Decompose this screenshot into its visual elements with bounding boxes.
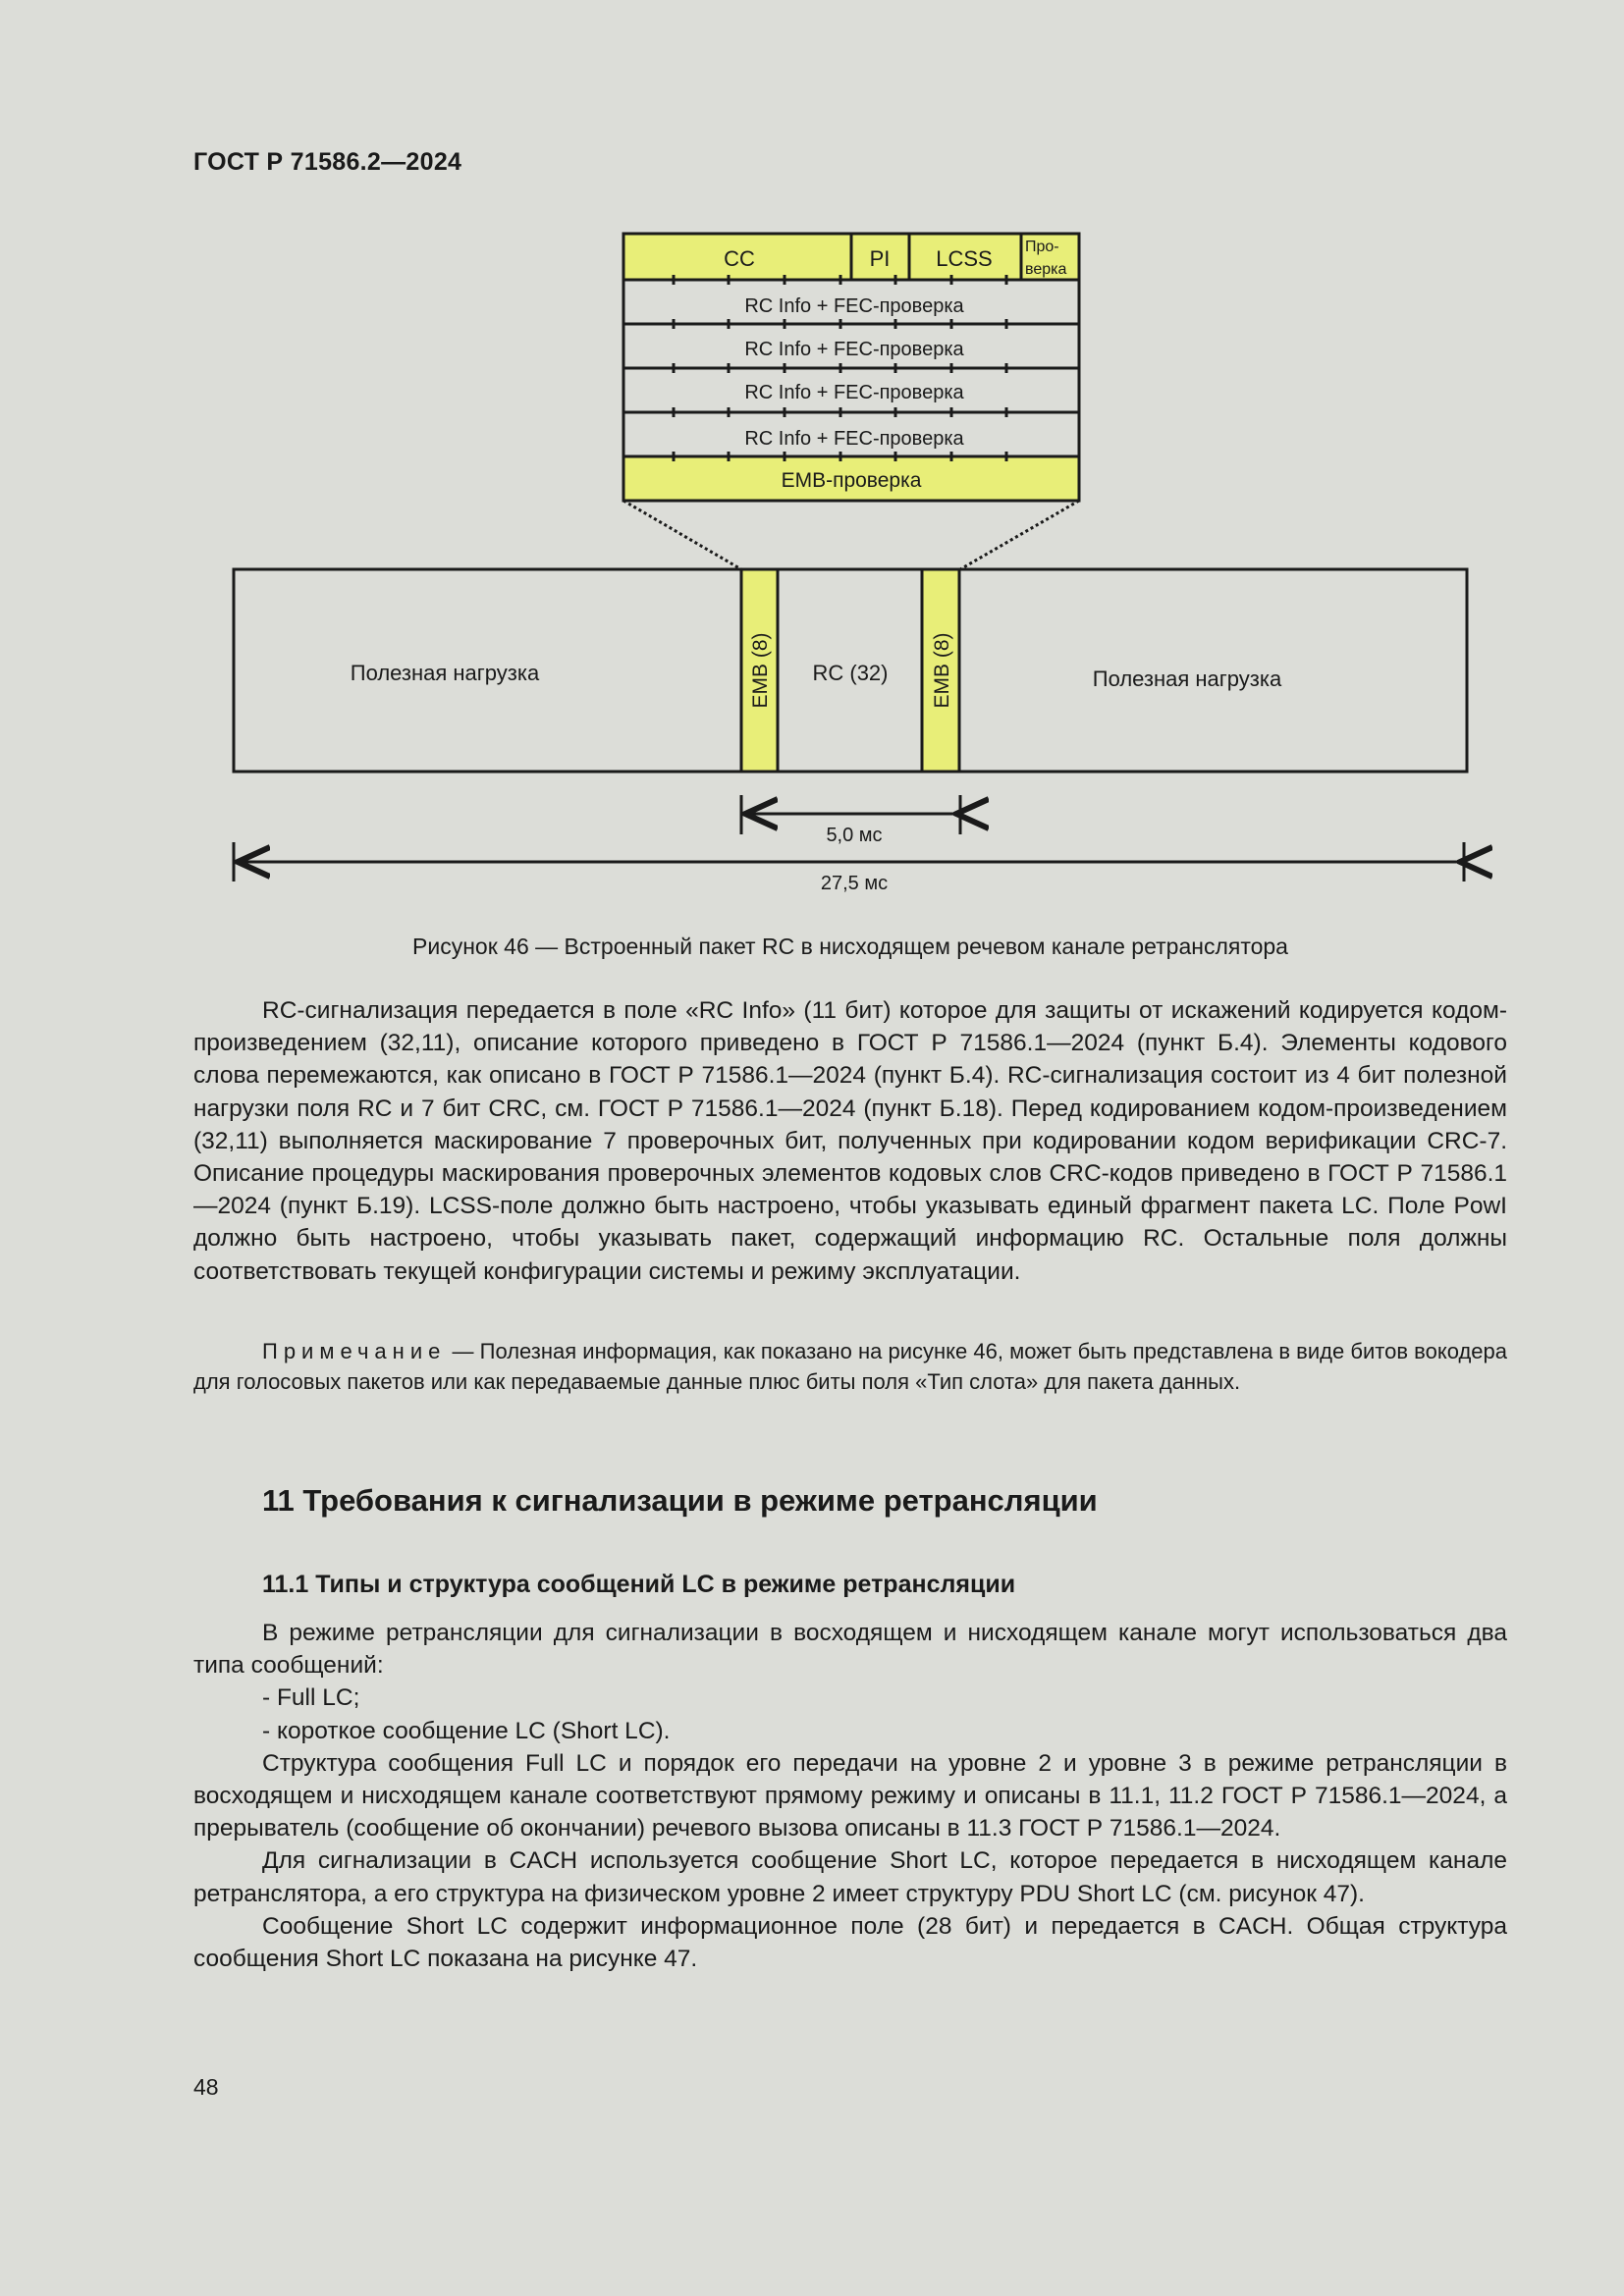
- document-header: ГОСТ Р 71586.2—2024: [193, 148, 462, 176]
- check-label-2: верка: [1025, 261, 1067, 278]
- rc-info-label: RC Info + FEC-проверка: [744, 382, 964, 403]
- paragraph: Для сигнализации в CACH используется сообщение Short LC, которое передается в нисходящем канале ретранслятора, а его структура на физическом уровне 2 имеет структуру PDU Short LC (см. рисунок 47).: [193, 1847, 1507, 1907]
- rc-info-label: RC Info + FEC-проверка: [744, 428, 964, 450]
- cc-label: CC: [724, 246, 755, 271]
- emb-check-label: EMB-проверка: [781, 469, 922, 492]
- emb-left-label: EMB (8): [749, 632, 772, 709]
- body-section-rc: [193, 994, 1507, 1288]
- rc-label: RC (32): [812, 661, 889, 685]
- rc-info-label: RC Info + FEC-проверка: [744, 295, 964, 317]
- payload-right-label: Полезная нагрузка: [1092, 667, 1282, 691]
- list-item: - короткое сообщение LC (Short LC).: [262, 1717, 671, 1744]
- list-item: - Full LC;: [262, 1684, 360, 1712]
- page-number: 48: [193, 2074, 219, 2100]
- dim-27ms-label: 27,5 мс: [820, 873, 889, 894]
- subsection-heading: 11.1 Типы и структура сообщений LC в режиме ретрансляции: [262, 1571, 1016, 1598]
- paragraph: Сообщение Short LC содержит информационное поле (28 бит) и передается в CACH. Общая структура сообщения Short LC показана на рисунке 47.: [193, 1912, 1507, 1973]
- paragraph: RC-сигнализация передается в поле «RC Info» (11 бит) которое для защиты от искажений кодируется кодом-произведением (32,11), описание которого приведено в ГОСТ Р 71586.1—2024 (пункт Б.4). Элементы кодового слова перемежаются, как описано в ГОСТ Р 71586.1—2024 (пункт Б.4). RC-сигнализация состоит из 4 бит полезной нагрузки поля RC и 7 бит CRC, см. ГОСТ Р 71586.1—2024 (пункт Б.18). Перед кодированием кодом-произведением (32,11) выполняется маскирование 7 проверочных бит, полученных при кодировании кодом верификации CRC-7. Описание процедуры маскирования проверочных элементов кодовых слов CRC-кодов приведено в ГОСТ Р 71586.1—2024 (пункт Б.19). LCSS-поле должно быть настроено, чтобы указывать единый фрагмент пакета LC. Поле PowI должно быть настроено, чтобы указывать пакет, содержащий информацию RC. Остальные поля должны соответствовать текущей конфигурации системы и режиму эксплуатации.: [193, 997, 1507, 1285]
- pi-label: PI: [869, 246, 891, 271]
- emb-right-label: EMB (8): [931, 632, 953, 709]
- dim-5ms-label: 5,0 мс: [826, 825, 883, 846]
- rc-info-label: RC Info + FEC-проверка: [744, 339, 964, 360]
- paragraph: Структура сообщения Full LC и порядок его передачи на уровне 2 и уровне 3 в режиме ретрансляции в восходящем и нисходящем канале соответствуют прямому режиму и описаны в 11.1, 11.2 ГОСТ Р 71586.1—2024, а прерыватель (сообщение об окончании) речевого вызова описаны в 11.3 ГОСТ Р 71586.1—2024.: [193, 1749, 1507, 1842]
- note: [193, 1337, 1507, 1397]
- figure-46-diagram: [0, 0, 1624, 923]
- note-text: — Полезная информация, как показано на рисунке 46, может быть представлена в виде битов вокодера для голосовых пакетов или как передаваемые данные плюс биты поля «Тип слота» для пакета данных.: [193, 1339, 1507, 1394]
- payload-left-label: Полезная нагрузка: [350, 661, 540, 685]
- section-heading: 11 Требования к сигнализации в режиме ретрансляции: [262, 1483, 1098, 1518]
- lcss-label: LCSS: [936, 246, 993, 271]
- note-label: Примечание: [262, 1339, 447, 1363]
- paragraph: В режиме ретрансляции для сигнализации в восходящем и нисходящем канале могут использоваться два типа сообщений:: [193, 1620, 1507, 1680]
- body-section-lc: [193, 1617, 1507, 1975]
- figure-caption: Рисунок 46 — Встроенный пакет RC в нисходящем речевом канале ретранслятора: [412, 934, 1288, 959]
- check-label-1: Про-: [1025, 239, 1059, 255]
